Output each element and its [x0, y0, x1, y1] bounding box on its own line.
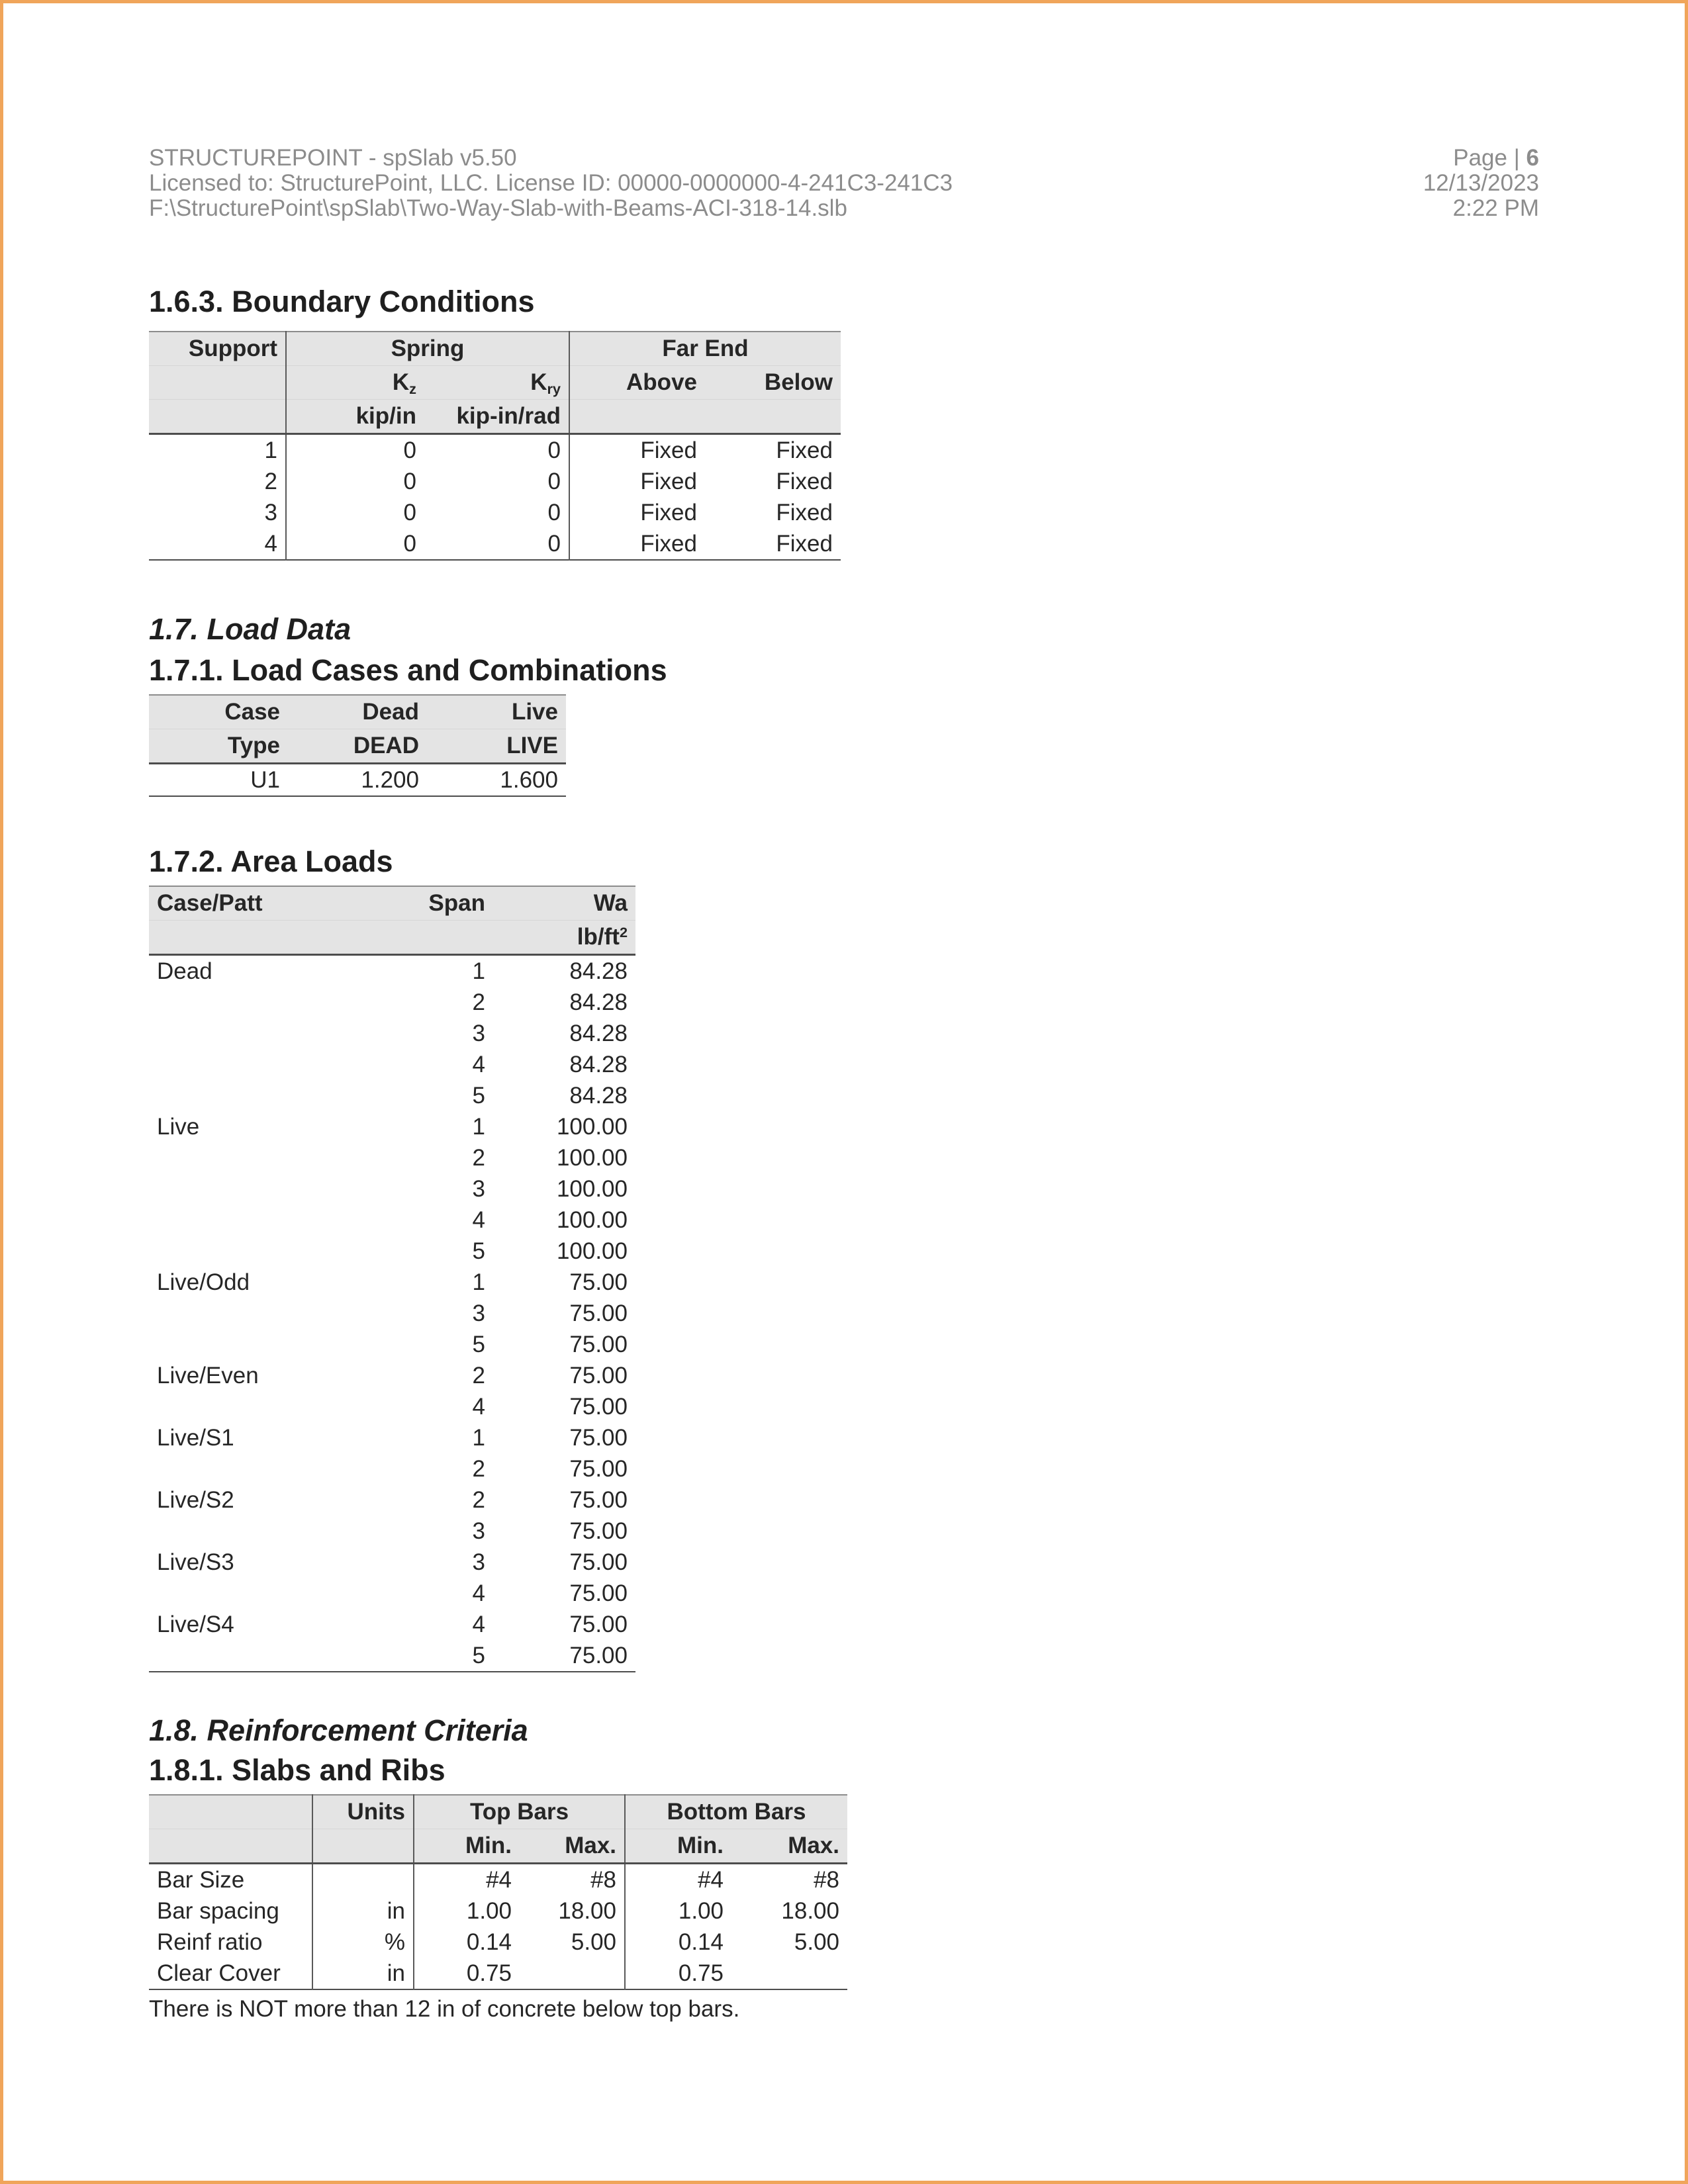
unit-kry: kip-in/rad — [424, 400, 569, 434]
load-cases-table — [149, 694, 566, 797]
table-cell: 2 — [472, 989, 485, 1015]
report-content — [3, 146, 1685, 2023]
table-cell: 75.00 — [569, 1549, 628, 1575]
table-cell: 0.75 — [678, 1960, 724, 1986]
table-cell — [149, 1453, 348, 1484]
table-header-row — [149, 886, 635, 921]
col-header-blank — [149, 921, 348, 955]
table-row — [149, 1298, 635, 1329]
page-header — [149, 146, 1539, 221]
col-header-span: Span — [348, 886, 493, 921]
col-header-bottom-bars: Bottom Bars — [625, 1795, 847, 1829]
col-header-dead: Dead — [288, 695, 427, 729]
table-row — [149, 1142, 635, 1173]
table-cell — [149, 1142, 348, 1173]
boundary-table-head — [149, 332, 841, 434]
col-header-kry — [424, 366, 569, 400]
table-cell: 18.00 — [781, 1898, 839, 1924]
col-header-spring: Spring — [286, 332, 569, 366]
table-row — [149, 1080, 635, 1111]
table-cell: 84.28 — [569, 989, 628, 1015]
table-row — [149, 1484, 635, 1516]
col-header-far-end: Far End — [569, 332, 841, 366]
page-number: 6 — [1526, 145, 1539, 171]
table-row — [149, 466, 841, 497]
heading-reinforcement-criteria: 1.8. Reinforcement Criteria — [149, 1713, 528, 1747]
table-cell: 1 — [472, 1114, 485, 1140]
page-header-left — [149, 146, 953, 221]
table-cell: 75.00 — [569, 1643, 628, 1668]
table-cell: #8 — [814, 1867, 839, 1893]
table-cell: Fixed — [776, 437, 833, 463]
table-cell — [312, 1864, 414, 1896]
page-label: Page | — [1453, 145, 1526, 171]
table-row — [149, 764, 566, 797]
table-cell: Live/S2 — [157, 1487, 234, 1513]
table-row — [149, 1329, 635, 1360]
col-header-bottom-min: Min. — [625, 1829, 731, 1864]
table-cell: 100.00 — [556, 1207, 628, 1233]
table-row — [149, 1267, 635, 1298]
table-cell — [149, 987, 348, 1018]
col-header-blank — [149, 366, 286, 400]
table-cell: 1.600 — [500, 767, 558, 793]
table-cell: 2 — [472, 1363, 485, 1388]
table-row — [149, 1236, 635, 1267]
heading-area-loads: 1.7.2. Area Loads — [149, 844, 393, 878]
table-header-row — [149, 695, 566, 729]
table-cell — [149, 1391, 348, 1422]
table-cell — [149, 1018, 348, 1049]
table-row — [149, 1609, 635, 1640]
table-cell: 0 — [403, 500, 416, 525]
table-cell: 18.00 — [520, 1895, 625, 1927]
kz-base: K — [392, 369, 410, 395]
table-header-row — [149, 332, 841, 366]
kz-subscript: z — [409, 381, 416, 398]
table-row — [149, 1205, 635, 1236]
table-cell: 75.00 — [569, 1612, 628, 1637]
table-cell: Live/S1 — [157, 1425, 234, 1451]
table-cell: Fixed — [640, 469, 697, 494]
col-header-live: Live — [427, 695, 566, 729]
table-cell — [731, 1958, 847, 1989]
table-row — [149, 1640, 635, 1672]
table-cell: 3 — [472, 1021, 485, 1046]
table-row — [149, 1422, 635, 1453]
top-bars-note: There is NOT more than 12 in of concrete below top bars. — [149, 1996, 740, 2022]
table-cell: 1.200 — [361, 767, 419, 793]
table-header-row — [149, 1829, 847, 1864]
table-row — [149, 1360, 635, 1391]
table-cell: 100.00 — [556, 1238, 628, 1264]
table-cell: 75.00 — [569, 1580, 628, 1606]
table-cell: Fixed — [640, 437, 697, 463]
table-row — [149, 1453, 635, 1484]
col-header-blank — [149, 1795, 312, 1829]
table-cell: 84.28 — [569, 1021, 628, 1046]
table-cell: 5.00 — [794, 1929, 839, 1955]
table-cell: 75.00 — [569, 1332, 628, 1357]
table-cell: 0.14 — [678, 1929, 724, 1955]
wa-unit — [493, 921, 635, 955]
table-cell: 84.28 — [569, 1083, 628, 1109]
slabs-ribs-table-body — [149, 1864, 847, 1990]
table-cell: Live/Odd — [157, 1269, 250, 1295]
col-header-blank — [705, 400, 841, 434]
table-cell: 3 — [472, 1300, 485, 1326]
table-cell: 2 — [472, 1487, 485, 1513]
col-header-units: Units — [312, 1795, 414, 1829]
table-cell: Dead — [157, 958, 212, 984]
table-cell: 2 — [472, 1145, 485, 1171]
license-line: Licensed to: StructurePoint, LLC. License ID: 00000-0000000-4-241C3-241C3 — [149, 170, 953, 196]
app-title: STRUCTUREPOINT - spSlab v5.50 — [149, 145, 517, 171]
table-cell: 1 — [472, 958, 485, 984]
type-live: LIVE — [427, 729, 566, 764]
table-cell — [149, 1080, 348, 1111]
table-cell: 75.00 — [569, 1363, 628, 1388]
table-cell: 4 — [472, 1207, 485, 1233]
table-row — [149, 1049, 635, 1080]
table-row — [149, 1895, 847, 1927]
table-cell: #4 — [698, 1867, 724, 1893]
col-header-case-patt: Case/Patt — [149, 886, 348, 921]
table-cell: U1 — [250, 767, 280, 793]
area-loads-table-body — [149, 955, 635, 1672]
table-cell: 75.00 — [569, 1269, 628, 1295]
table-cell: 1.00 — [466, 1898, 512, 1924]
table-cell — [149, 1640, 348, 1672]
table-row — [149, 1018, 635, 1049]
page-number-line — [1423, 146, 1539, 171]
table-row — [149, 1391, 635, 1422]
table-cell: 75.00 — [569, 1425, 628, 1451]
load-cases-table-body — [149, 764, 566, 797]
table-cell: Fixed — [776, 500, 833, 525]
unit-kz: kip/in — [286, 400, 424, 434]
heading-slabs-ribs: 1.8.1. Slabs and Ribs — [149, 1753, 445, 1787]
table-cell: 0 — [403, 469, 416, 494]
col-header-blank — [348, 921, 493, 955]
table-cell: 0 — [424, 528, 569, 560]
boundary-conditions-table — [149, 331, 841, 561]
slabs-ribs-table-head — [149, 1795, 847, 1864]
boundary-table-body — [149, 434, 841, 561]
heading-boundary-conditions: 1.6.3. Boundary Conditions — [149, 285, 535, 318]
table-cell: 5.00 — [520, 1927, 625, 1958]
table-cell: 0 — [424, 497, 569, 528]
table-row — [149, 1516, 635, 1547]
table-cell: 100.00 — [556, 1145, 628, 1171]
table-cell: 5 — [472, 1643, 485, 1668]
table-cell: 5 — [472, 1083, 485, 1109]
wa-unit-base: lb/ft — [577, 924, 620, 950]
table-cell: 4 — [472, 1394, 485, 1420]
type-dead: DEAD — [288, 729, 427, 764]
table-cell: 0 — [403, 531, 416, 557]
table-header-row — [149, 400, 841, 434]
table-cell: 5 — [472, 1238, 485, 1264]
report-date: 12/13/2023 — [1423, 170, 1539, 196]
table-cell — [520, 1958, 625, 1989]
table-cell — [149, 1329, 348, 1360]
table-cell: 4 — [149, 528, 286, 560]
table-cell: 1 — [472, 1425, 485, 1451]
table-row — [149, 1958, 847, 1989]
table-row — [149, 1111, 635, 1142]
table-cell: Live/S4 — [157, 1612, 234, 1637]
table-row — [149, 434, 841, 467]
table-cell: Clear Cover — [149, 1958, 312, 1989]
area-loads-table-head — [149, 886, 635, 955]
table-cell: 75.00 — [569, 1456, 628, 1482]
table-cell: Fixed — [640, 500, 697, 525]
heading-load-cases: 1.7.1. Load Cases and Combinations — [149, 653, 667, 687]
kry-subscript: ry — [547, 381, 561, 398]
col-header-below: Below — [705, 366, 841, 400]
kry-base: K — [530, 369, 547, 395]
table-row — [149, 987, 635, 1018]
wa-unit-superscript: 2 — [619, 924, 628, 941]
table-cell: 3 — [149, 497, 286, 528]
table-cell: 3 — [472, 1176, 485, 1202]
col-header-bottom-max: Max. — [731, 1829, 847, 1864]
table-cell: 3 — [472, 1518, 485, 1544]
table-cell: Bar spacing — [149, 1895, 312, 1927]
col-header-top-max: Max. — [520, 1829, 625, 1864]
table-cell — [149, 1516, 348, 1547]
table-cell: 4 — [472, 1052, 485, 1077]
table-cell: Live/S3 — [157, 1549, 234, 1575]
table-cell — [149, 1049, 348, 1080]
file-path: F:\StructurePoint\spSlab\Two-Way-Slab-with-Beams-ACI-318-14.slb — [149, 195, 847, 221]
col-header-top-bars: Top Bars — [414, 1795, 625, 1829]
table-cell: Bar Size — [149, 1864, 312, 1896]
table-cell: 0 — [424, 434, 569, 467]
heading-load-data: 1.7. Load Data — [149, 612, 352, 646]
table-row — [149, 528, 841, 560]
table-cell — [149, 1298, 348, 1329]
table-row — [149, 497, 841, 528]
table-cell — [149, 1236, 348, 1267]
table-cell: 0 — [424, 466, 569, 497]
table-cell: #8 — [520, 1864, 625, 1896]
table-row — [149, 1173, 635, 1205]
table-cell: 3 — [472, 1549, 485, 1575]
table-cell: 0 — [403, 437, 416, 463]
table-cell: 2 — [149, 466, 286, 497]
table-cell — [149, 1205, 348, 1236]
table-cell: 2 — [472, 1456, 485, 1482]
table-header-row — [149, 729, 566, 764]
table-cell: 4 — [472, 1612, 485, 1637]
col-header-blank — [312, 1829, 414, 1864]
table-cell: 100.00 — [556, 1114, 628, 1140]
table-header-row — [149, 1795, 847, 1829]
area-loads-table — [149, 886, 635, 1672]
table-cell: #4 — [486, 1867, 512, 1893]
table-cell: 75.00 — [569, 1300, 628, 1326]
table-row — [149, 1864, 847, 1896]
table-cell: Fixed — [776, 469, 833, 494]
table-cell: 1.00 — [678, 1898, 724, 1924]
report-time: 2:22 PM — [1452, 195, 1539, 221]
col-header-above: Above — [569, 366, 705, 400]
col-header-blank — [149, 1829, 312, 1864]
table-cell: 75.00 — [569, 1394, 628, 1420]
col-header-top-min: Min. — [414, 1829, 520, 1864]
table-row — [149, 1578, 635, 1609]
table-cell: in — [312, 1895, 414, 1927]
table-row — [149, 1927, 847, 1958]
table-cell: Live — [157, 1114, 200, 1140]
type-label: Type — [149, 729, 288, 764]
col-header-blank — [569, 400, 705, 434]
col-header-kz — [286, 366, 424, 400]
table-cell: 4 — [472, 1580, 485, 1606]
table-cell — [149, 1578, 348, 1609]
table-cell: 75.00 — [569, 1518, 628, 1544]
table-cell: 0.14 — [466, 1929, 512, 1955]
load-cases-table-head — [149, 695, 566, 764]
table-header-row — [149, 366, 841, 400]
slabs-ribs-table — [149, 1794, 847, 1990]
table-cell — [149, 1173, 348, 1205]
col-header-blank — [149, 400, 286, 434]
col-header-case: Case — [149, 695, 288, 729]
table-cell: 75.00 — [569, 1487, 628, 1513]
table-cell: 84.28 — [569, 1052, 628, 1077]
table-cell: 1 — [472, 1269, 485, 1295]
table-row — [149, 955, 635, 987]
table-header-row — [149, 921, 635, 955]
table-cell: % — [312, 1927, 414, 1958]
table-cell: Live/Even — [157, 1363, 259, 1388]
table-cell: 5 — [472, 1332, 485, 1357]
table-cell: 100.00 — [556, 1176, 628, 1202]
table-cell: Fixed — [640, 531, 697, 557]
table-cell: 0.75 — [466, 1960, 512, 1986]
col-header-wa: Wa — [493, 886, 635, 921]
col-header-support: Support — [149, 332, 286, 366]
table-cell: in — [312, 1958, 414, 1989]
table-cell: Fixed — [776, 531, 833, 557]
table-row — [149, 1547, 635, 1578]
page-header-right — [1423, 146, 1539, 221]
table-cell: Reinf ratio — [149, 1927, 312, 1958]
table-cell: 84.28 — [569, 958, 628, 984]
table-cell: 1 — [149, 434, 286, 467]
